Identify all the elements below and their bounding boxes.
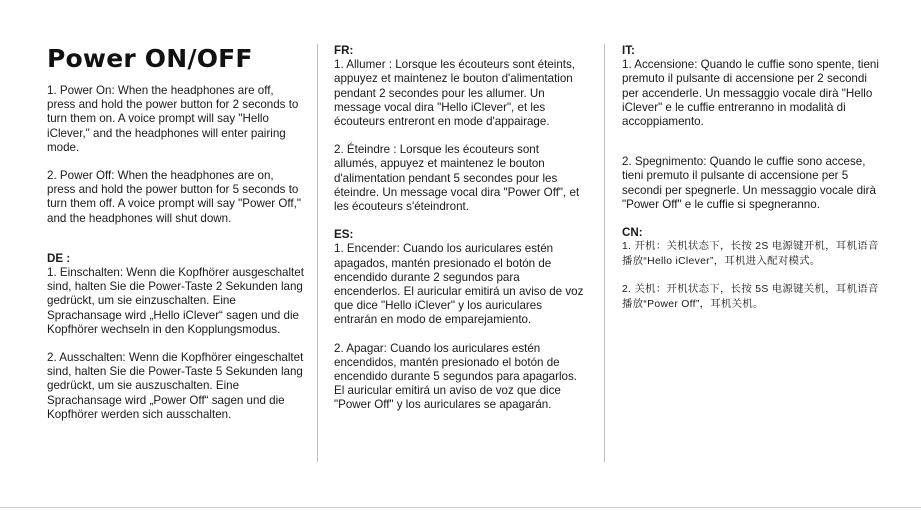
column-divider [317, 44, 318, 462]
es-power-on-text: 1. Encender: Cuando los auriculares estén apagados, mantén presionado el botón de encendido durante 2 segundos para encenderlos. El auricular emitirá un aviso de voz que dice "Hello iClever" y los auriculares entrarán en modo de emparejamiento. [334, 242, 584, 327]
de-power-on-text: 1. Einschalten: Wenn die Kopfhörer ausgeschaltet sind, halten Sie die Power-Taste 2 Sekunden lang gedrückt, um sie einzuschalten. Eine Sprachansage wird „Hello iClever“ sagen und die Kopfhörer wechseln in den Kopplungsmodus. [47, 266, 304, 336]
column-french-spanish [334, 44, 584, 413]
cn-section-label: CN: [622, 226, 643, 240]
es-power-off-text: 2. Apagar: Cuando los auriculares estén encendidos, mantén presionado el botón de encendido durante 5 segundos para apagarlos. El auricular emitirá un aviso de voz que dice "Power Off" y los auriculares se apagarán. [334, 341, 578, 412]
column-divider [604, 44, 605, 462]
cn-power-on-text: 1. 开机：关机状态下，长按 2S 电源键开机，耳机语音播放“Hello iClever”，耳机进入配对模式。 [622, 241, 879, 267]
cn-power-off-text: 2. 关机：开机状态下，长按 5S 电源键关机，耳机语音播放“Power Off”，耳机关机。 [622, 284, 879, 310]
it-power-off-text: 2. Spegnimento: Quando le cuffie sono accese, tieni premuto il pulsante di accensione per 5 secondi per spegnerle. Un messaggio vocale dirà "Power Off" e le cuffie si spegneranno. [622, 155, 876, 211]
en-power-off-text: 2. Power Off: When the headphones are on, press and hold the power button for 5 seconds to turn them off. A voice prompt will say "Power Off," and the headphones will shut down. [47, 169, 301, 225]
de-power-off-text: 2. Ausschalten: Wenn die Kopfhörer eingeschaltet sind, halten Sie die Power-Taste 5 Sekunden lang gedrückt, um sie auszuschalten. Eine Sprachansage wird „Power Off“ sagen und die Kopfhörer werden sich ausschalten. [47, 351, 304, 421]
column-italian-chinese [622, 44, 880, 312]
de-section-label: DE : [47, 251, 71, 265]
column-english-german [47, 44, 305, 422]
es-section-label: ES: [334, 228, 354, 242]
fr-section-label: FR: [334, 44, 354, 57]
fr-power-off-text: 2. Éteindre : Lorsque les écouteurs sont allumés, appuyez et maintenez le bouton d'alimentation pendant 5 secondes pour les éteindre. Un message vocal dira "Power Off", et les écouteurs s'éteindront. [334, 143, 580, 214]
page-title: Power ON/OFF [47, 44, 253, 73]
it-power-on-text: 1. Accensione: Quando le cuffie sono spente, tieni premuto il pulsante di accensione per 2 secondi per accenderle. Un messaggio vocale dirà "Hello iClever" e le cuffie entreranno in modalità di accoppiamento. [622, 58, 879, 129]
en-power-on-text: 1. Power On: When the headphones are off, press and hold the power button for 2 seconds to turn them on. A voice prompt will say "Hello iClever," and the headphones will enter pairing mode. [47, 84, 299, 154]
fr-power-on-text: 1. Allumer : Lorsque les écouteurs sont éteints, appuyez et maintenez le bouton d'alimentation pendant 2 secondes pour les allumer. Un message vocal dira "Hello iClever", et les écouteurs entreront en mode d'appairage. [334, 58, 576, 129]
bottom-rule [0, 507, 921, 508]
it-section-label: IT: [622, 44, 635, 57]
